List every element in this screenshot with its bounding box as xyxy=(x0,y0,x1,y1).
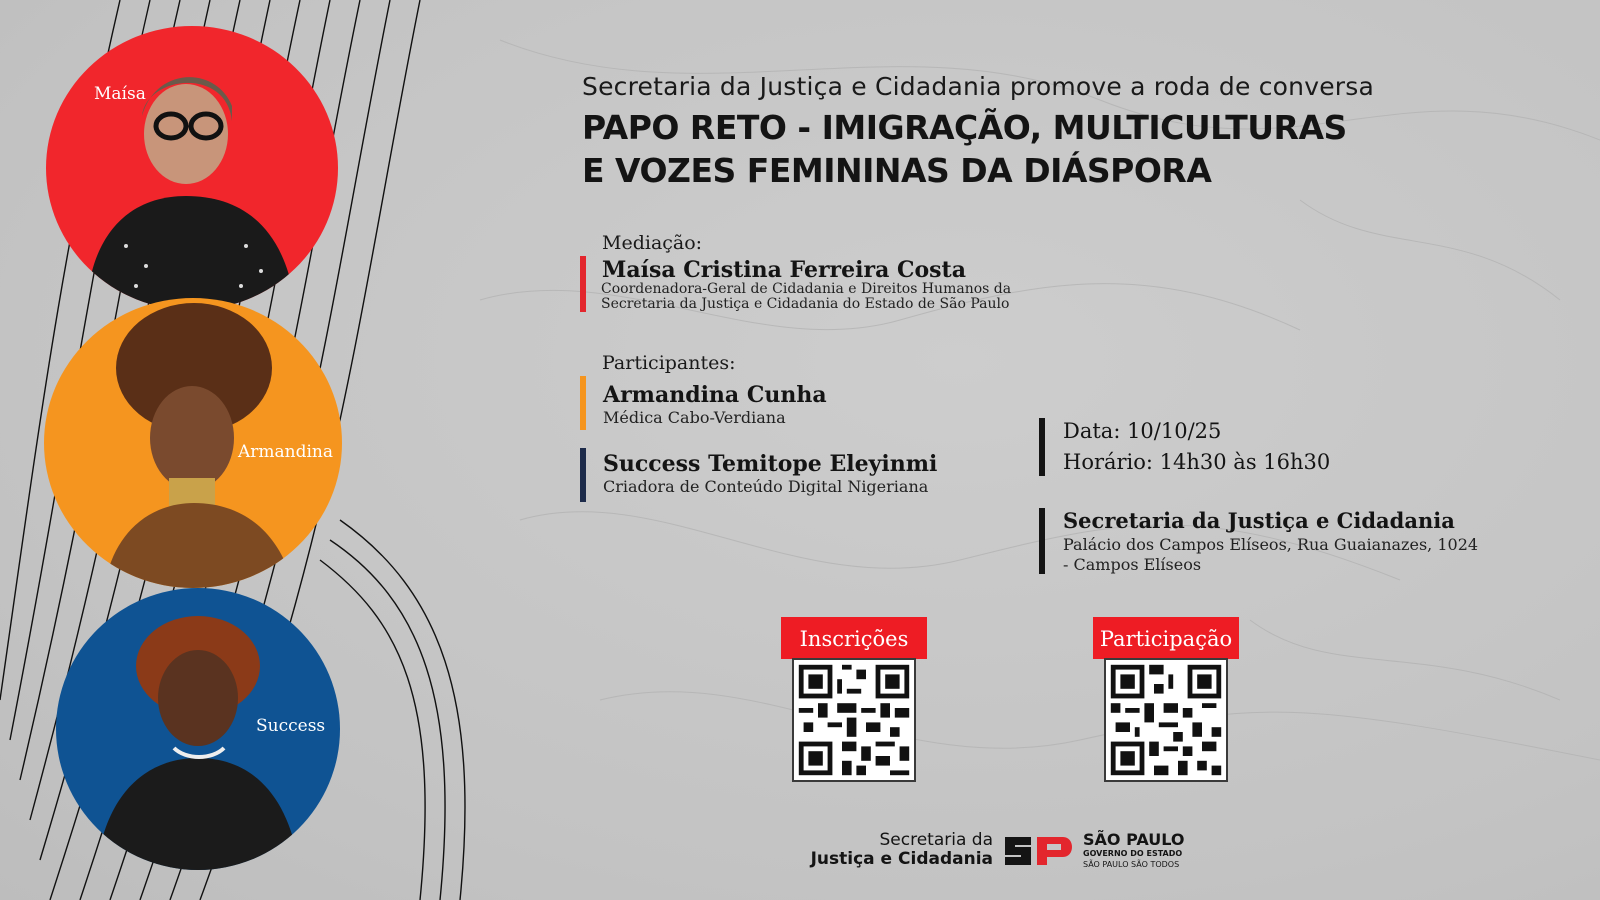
participant-accent-bar xyxy=(580,376,586,430)
participant-accent-bar xyxy=(580,448,586,502)
event-time: Horário: 14h30 às 16h30 xyxy=(1063,450,1331,474)
mediator-role-line1: Coordenadora-Geral de Cidadania e Direitos Humanos da xyxy=(601,281,1012,297)
state-name: SÃO PAULO xyxy=(1083,830,1185,849)
participation-qr-card[interactable] xyxy=(1093,617,1239,659)
venue-address-line2: - Campos Elíseos xyxy=(1063,555,1202,574)
mediator-role xyxy=(601,282,1011,312)
datetime-accent-bar xyxy=(1039,418,1045,476)
department-line1: Secretaria da xyxy=(879,830,993,850)
portrait-name-armandina: Armandina xyxy=(238,442,334,462)
portrait-name-success: Success xyxy=(256,716,326,736)
event-title-line2: E VOZES FEMININAS DA DIÁSPORA xyxy=(582,151,1212,190)
registration-qr-card[interactable] xyxy=(781,617,927,659)
participant-role: Criadora de Conteúdo Digital Nigeriana xyxy=(603,477,929,496)
mediation-label: Mediação: xyxy=(602,232,703,254)
registration-label: Inscrições xyxy=(781,617,927,659)
portrait-maisa xyxy=(46,26,338,310)
mediator-role-line2: Secretaria da Justiça e Cidadania do Estado de São Paulo xyxy=(601,296,1010,312)
mediator-name: Maísa Cristina Ferreira Costa xyxy=(602,257,966,283)
person-silhouette-icon xyxy=(46,26,338,310)
event-date: Data: 10/10/25 xyxy=(1063,419,1222,443)
sao-paulo-logo-icon xyxy=(1001,831,1077,871)
event-subtitle: Secretaria da Justiça e Cidadania promove a roda de conversa xyxy=(582,72,1374,101)
participation-qr-code[interactable] xyxy=(1104,658,1228,782)
event-title xyxy=(582,106,1347,192)
participant-name: Armandina Cunha xyxy=(603,382,827,408)
participant-role: Médica Cabo-Verdiana xyxy=(603,408,786,427)
qr-code-icon xyxy=(1106,660,1226,780)
qr-code-icon xyxy=(794,660,914,780)
venue-address-line1: Palácio dos Campos Elíseos, Rua Guaianazes, 1024 xyxy=(1063,535,1479,554)
portrait-name-maisa: Maísa xyxy=(94,84,146,104)
mediation-accent-bar xyxy=(580,256,586,312)
department-line2: Justiça e Cidadania xyxy=(810,849,993,869)
participation-label: Participação xyxy=(1093,617,1239,659)
registration-qr-code[interactable] xyxy=(792,658,916,782)
state-government: GOVERNO DO ESTADO xyxy=(1083,849,1183,858)
participants-label: Participantes: xyxy=(602,352,736,374)
venue-accent-bar xyxy=(1039,508,1045,574)
state-slogan: SÃO PAULO SÃO TODOS xyxy=(1083,860,1180,869)
venue-name: Secretaria da Justiça e Cidadania xyxy=(1063,508,1455,533)
department-name xyxy=(800,831,993,869)
participant-name: Success Temitope Eleyinmi xyxy=(603,451,938,477)
event-title-line1: PAPO RETO - IMIGRAÇÃO, MULTICULTURAS xyxy=(582,108,1347,147)
